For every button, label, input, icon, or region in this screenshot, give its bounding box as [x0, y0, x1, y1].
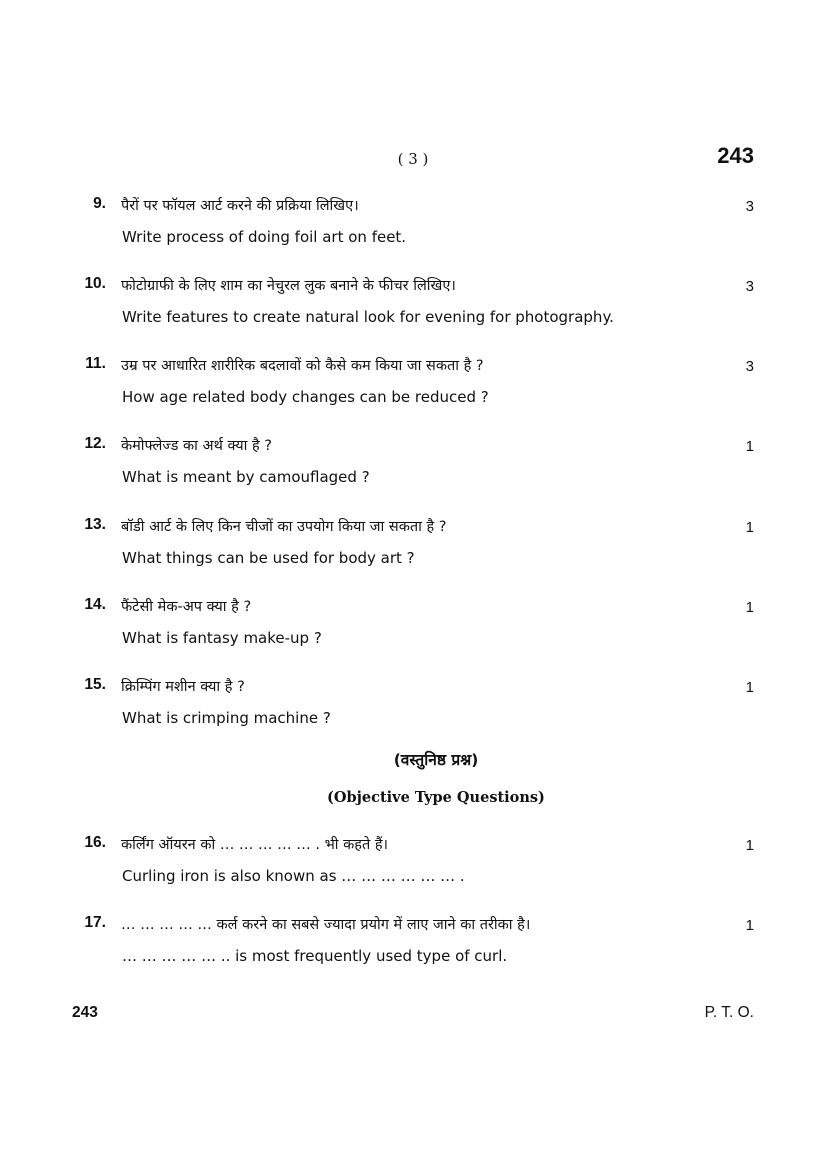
- question-marks: 3: [745, 278, 754, 295]
- question-text-english: What things can be used for body art ?: [122, 549, 415, 567]
- question-marks: 3: [745, 198, 754, 215]
- question-text-hindi: कर्लिंग ऑयरन को … … … … … . भी कहते हैं।: [121, 837, 389, 853]
- section-heading-hindi: (वस्तुनिष्ठ प्रश्न): [393, 751, 479, 769]
- pto-label: P. T. O.: [704, 1004, 754, 1021]
- section-heading-english: (Objective Type Questions): [327, 789, 545, 806]
- question-text-hindi: क्रिम्पिंग मशीन क्या है ?: [121, 679, 245, 695]
- question-text-english: Write features to create natural look for evening for photography.: [122, 308, 614, 326]
- question-number: 9.: [93, 195, 106, 212]
- question-marks: 1: [745, 679, 754, 696]
- question-number: 16.: [84, 834, 106, 851]
- question-text-english: Curling iron is also known as … … … … … … .: [122, 867, 465, 885]
- question-text-hindi: उम्र पर आधारित शारीरिक बदलावों को कैसे कम किया जा सकता है ?: [121, 358, 484, 374]
- question-text-english: What is fantasy make-up ?: [122, 629, 322, 647]
- question-marks: 1: [745, 917, 754, 934]
- question-number: 10.: [84, 275, 106, 292]
- question-text-english: What is meant by camouflaged ?: [122, 468, 370, 486]
- question-number: 11.: [85, 355, 106, 372]
- question-text-hindi: केमोफ्लेज्ड का अर्थ क्या है ?: [121, 438, 272, 454]
- question-text-hindi: बॉडी आर्ट के लिए किन चीजों का उपयोग किया जा सकता है ?: [121, 519, 447, 535]
- paper-code-header: 243: [717, 143, 754, 168]
- question-marks: 1: [745, 599, 754, 616]
- question-text-english: … … … … … .. is most frequently used type of curl.: [122, 947, 508, 965]
- question-marks: 1: [745, 519, 754, 536]
- question-marks: 1: [745, 438, 754, 455]
- question-number: 17.: [84, 914, 106, 931]
- page-number: ( 3 ): [397, 150, 429, 168]
- question-number: 14.: [84, 596, 106, 613]
- question-text-english: Write process of doing foil art on feet.: [122, 228, 407, 246]
- question-number: 12.: [84, 435, 106, 452]
- question-number: 13.: [84, 516, 106, 533]
- question-text-hindi: फोटोग्राफी के लिए शाम का नेचुरल लुक बनाने के फीचर लिखिए।: [121, 278, 456, 294]
- question-marks: 1: [745, 837, 754, 854]
- question-text-hindi: फैंटेसी मेक-अप क्या है ?: [121, 599, 252, 615]
- question-text-english: What is crimping machine ?: [122, 709, 331, 727]
- question-text-hindi: … … … … … कर्ल करने का सबसे ज्यादा प्रयोग में लाए जाने का तरीका है।: [121, 917, 531, 933]
- question-text-hindi: पैरों पर फॉयल आर्ट करने की प्रक्रिया लिखिए।: [121, 198, 359, 214]
- question-text-english: How age related body changes can be reduced ?: [122, 388, 489, 406]
- paper-code-footer: 243: [72, 1004, 98, 1021]
- question-number: 15.: [84, 676, 106, 693]
- question-marks: 3: [745, 358, 754, 375]
